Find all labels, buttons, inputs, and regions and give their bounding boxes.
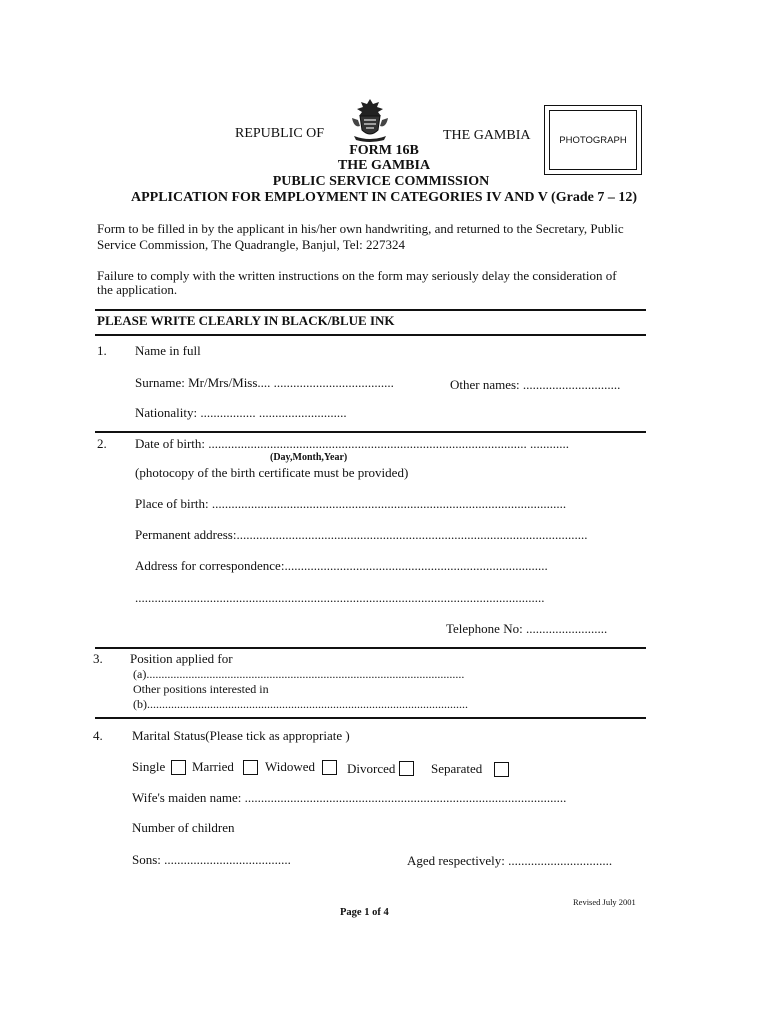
divider <box>95 431 646 433</box>
date-of-birth-field[interactable]: Date of birth: .................................................................................................. ............ <box>135 436 570 451</box>
permanent-address-field[interactable]: Permanent address:............................................................................................................ <box>135 527 588 542</box>
correspondence-address-field[interactable]: Address for correspondence:................................................................................. <box>135 558 548 573</box>
section-2-number: 2. <box>97 436 107 451</box>
form-number: FORM 16B <box>349 143 419 158</box>
revised-date: Revised July 2001 <box>573 897 636 907</box>
the-gambia-label: THE GAMBIA <box>443 128 531 143</box>
single-label: Single <box>132 759 166 774</box>
intro-line-1: Form to be filled in by the applicant in his/her own handwriting, and returned to the Secretary, Public <box>97 221 624 236</box>
application-title: APPLICATION FOR EMPLOYMENT IN CATEGORIES IV AND V (Grade 7 – 12) <box>131 190 637 205</box>
nationality-field[interactable]: Nationality: ................. ........................... <box>135 405 347 420</box>
warning-line-1: Failure to comply with the written instructions on the form may seriously delay the consideration of <box>97 268 617 283</box>
divider <box>95 309 646 311</box>
aged-respectively-field[interactable]: Aged respectively: ................................ <box>407 853 613 868</box>
section-1-number: 1. <box>97 343 107 358</box>
single-checkbox[interactable] <box>171 760 186 775</box>
number-of-children-label: Number of children <box>132 820 235 835</box>
widowed-label: Widowed <box>265 759 316 774</box>
correspondence-address-line-2[interactable]: .............................................................................................................................. <box>135 590 545 605</box>
section-3-number: 3. <box>93 651 103 666</box>
place-of-birth-field[interactable]: Place of birth: ............................................................................................................. <box>135 496 567 511</box>
ink-instruction: PLEASE WRITE CLEARLY IN BLACK/BLUE INK <box>97 313 395 328</box>
position-b-field[interactable]: (b)........................................................................................................... <box>133 697 468 711</box>
divider <box>95 717 646 719</box>
position-a-field[interactable]: (a).......................................................................................................... <box>133 667 465 681</box>
dob-format-hint: (Day,Month,Year) <box>270 452 348 463</box>
section-4-number: 4. <box>93 728 103 743</box>
wife-maiden-name-field[interactable]: Wife's maiden name: ................................................................................................... <box>132 790 567 805</box>
separated-label: Separated <box>431 761 483 776</box>
divorced-checkbox[interactable] <box>399 761 414 776</box>
birth-certificate-note: (photocopy of the birth certificate must be provided) <box>135 465 409 480</box>
intro-line-2: Service Commission, The Quadrangle, Banjul, Tel: 227324 <box>97 237 406 252</box>
widowed-checkbox[interactable] <box>322 760 337 775</box>
divorced-label: Divorced <box>347 761 396 776</box>
page-number: Page 1 of 4 <box>340 907 389 918</box>
sons-field[interactable]: Sons: ....................................... <box>132 852 291 867</box>
separated-checkbox[interactable] <box>494 762 509 777</box>
telephone-field[interactable]: Telephone No: ......................... <box>446 621 608 636</box>
married-label: Married <box>192 759 234 774</box>
name-in-full-label: Name in full <box>135 343 201 358</box>
divider <box>95 334 646 336</box>
photograph-label: PHOTOGRAPH <box>549 110 637 170</box>
married-checkbox[interactable] <box>243 760 258 775</box>
commission-title: PUBLIC SERVICE COMMISSION <box>272 174 490 189</box>
marital-status-label: Marital Status(Please tick as appropriate ) <box>132 728 350 743</box>
warning-line-2: the application. <box>97 282 178 297</box>
other-names-field[interactable]: Other names: .............................. <box>450 377 621 392</box>
other-positions-label: Other positions interested in <box>133 682 269 696</box>
position-applied-label: Position applied for <box>130 651 233 666</box>
republic-of-label: REPUBLIC OF <box>235 126 325 141</box>
country-title: THE GAMBIA <box>337 158 431 173</box>
divider <box>95 647 646 649</box>
surname-field[interactable]: Surname: Mr/Mrs/Miss.... ..................................... <box>135 375 394 390</box>
coat-of-arms-icon <box>346 96 394 144</box>
